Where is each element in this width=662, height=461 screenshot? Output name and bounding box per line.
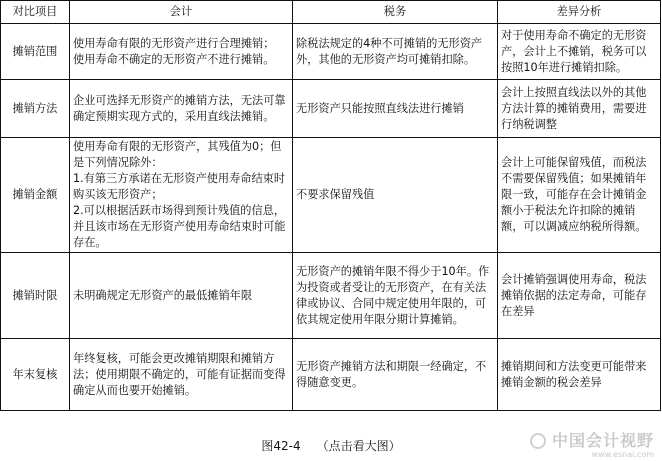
row-analysis: 会计上按照直线法以外的其他方法计算的摊销费用，需要进行纳税调整 [498,80,661,138]
row-accounting: 年终复核，可能会更改摊销期限和摊销方法；使用期限不确定的，可能有证据而变得确定从而也要开始摊销。 [70,339,293,411]
header-accounting: 会计 [70,1,293,24]
row-item: 摊销方法 [1,80,70,138]
watermark-name: 中国会计视野 [551,431,654,450]
watermark-logo-icon [530,433,546,449]
row-accounting: 企业可选择无形资产的摊销方法，无法可靠确定预期实现方式的，采用直线法摊销。 [70,80,293,138]
table-row [1,339,661,411]
view-large-link[interactable]: （点击看大图） [316,439,401,453]
row-tax: 无形资产摊销方法和期限一经确定，不得随意变更。 [293,339,498,411]
row-tax: 除税法规定的4种不可摊销的无形资产外，其他的无形资产均可摊销扣除。 [293,24,498,80]
header-item: 对比项目 [1,1,70,24]
header-tax: 税务 [293,1,498,24]
figure-label: 图42-4 [261,439,301,453]
row-tax: 无形资产的摊销年限不得少于10年。作为投资或者受让的无形资产，在有关法律或协议、合同中规定使用年限的，可依其规定使用年限分期计算摊销。 [293,253,498,339]
row-item: 摊销金额 [1,138,70,253]
row-analysis: 摊销期间和方法变更可能带来摊销金额的税会差异 [498,339,661,411]
row-tax: 不要求保留残值 [293,138,498,253]
watermark-url: www.esnai.com [591,450,654,459]
row-accounting: 使用寿命有限的无形资产，其残值为0；但是下列情况除外： 1.有第三方承诺在无形资产使用寿命结束时购买该无形资产； 2.可以根据活跃市场得到预计残值的信息，并且该市场在无形资产使用寿命结束时可能存在。 [70,138,293,253]
row-analysis: 会计上可能保留残值，而税法不需要保留残值；如果摊销年限一致，可能存在会计摊销金额小于税法允许扣除的摊销额，可以调减应纳税所得额。 [498,138,661,253]
table-row [1,253,661,339]
row-analysis: 对于使用寿命不确定的无形资产，会计上不摊销，税务可以按照10年进行摊销扣除。 [498,24,661,80]
row-accounting: 未明确规定无形资产的最低摊销年限 [70,253,293,339]
header-analysis: 差异分析 [498,1,661,24]
row-item: 摊销范围 [1,24,70,80]
table-row [1,80,661,138]
row-tax: 无形资产只能按照直线法进行摊销 [293,80,498,138]
watermark [552,432,654,459]
table-row [1,24,661,80]
row-item: 摊销时限 [1,253,70,339]
row-item: 年末复核 [1,339,70,411]
header-row [1,1,661,24]
row-analysis: 会计摊销强调使用寿命，税法摊销依据的法定寿命，可能存在差异 [498,253,661,339]
table-row [1,138,661,253]
row-accounting: 使用寿命有限的无形资产进行合理摊销； 使用寿命不确定的无形资产不进行摊销。 [70,24,293,80]
